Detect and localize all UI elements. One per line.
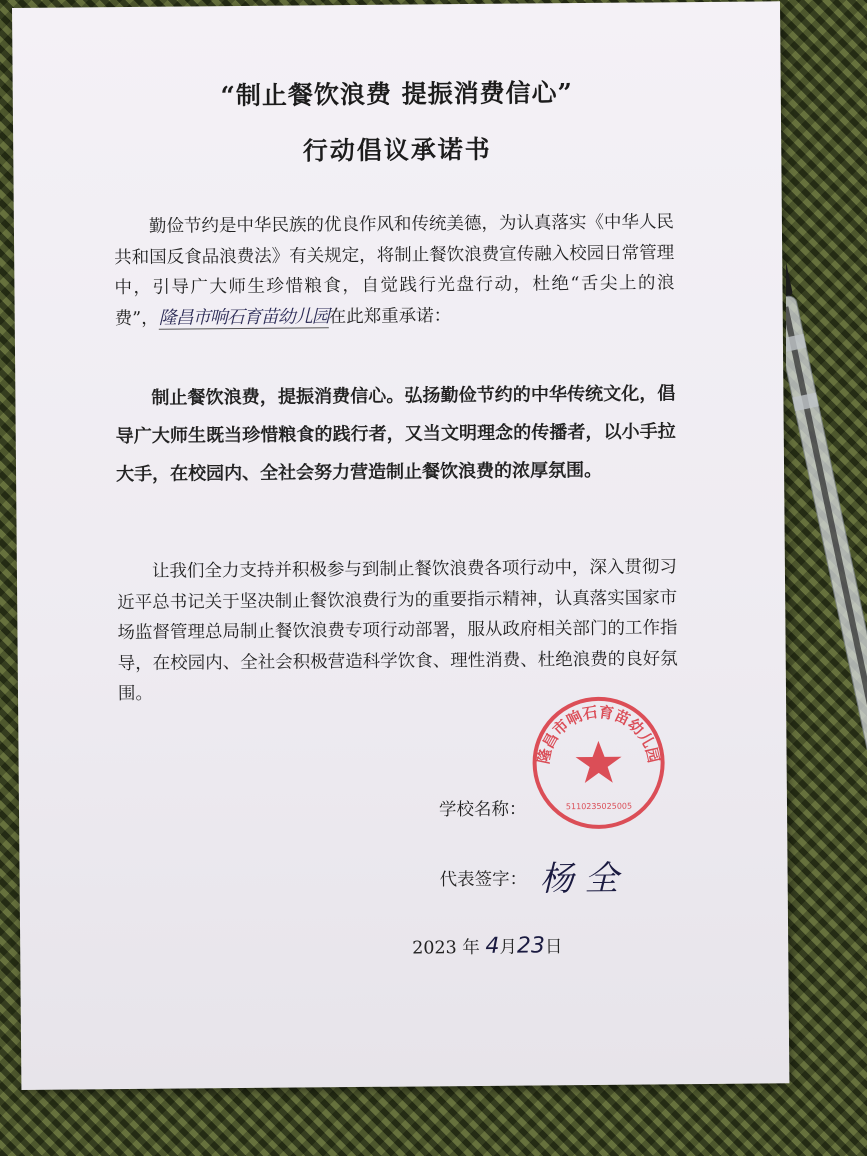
handwritten-school-name: 隆昌市响石育苗幼儿园 (158, 305, 329, 329)
paragraph-intro (114, 207, 675, 334)
document-paper (12, 1, 789, 1090)
intro-end: 在此郑重承诺： (328, 305, 452, 327)
paragraph-action: 让我们全力支持并积极参与到制止餐饮浪费各项行动中，深入贯彻习近平总书记关于坚决制止餐饮浪费行为的重要指示精神，认真落实国家市场监督管理总局制止餐饮浪费专项行动部署，服从政府相关部门的工作指导，在校园内、全社会积极营造科学饮食、理性消费、杜绝浪费的良好氛围。 (117, 557, 678, 705)
title-line-2: 行动倡议承诺书 (302, 134, 492, 166)
date-day: 23 (516, 933, 546, 959)
representative-signature: 杨 全 (539, 858, 619, 900)
official-seal (528, 692, 669, 833)
paragraph-commitment: 制止餐饮浪费，提振消费信心。弘扬勤俭节约的中华传统文化，倡导广大师生既当珍惜粮食的践行者，又当文明理念的传播者，以小手拉大手，在校园内、全社会努力营造制止餐饮浪费的浓厚氛围。 (115, 383, 676, 486)
date-year: 2023 年 (412, 937, 480, 959)
representative-label: 代表签字： (439, 869, 528, 891)
date-month: 4 (485, 933, 500, 959)
signing-date (412, 933, 562, 959)
date-month-label: 月 (499, 937, 517, 958)
seal-code: 5110235025005 (565, 801, 633, 812)
title-line-1: “制止餐饮浪费 提振消费信心” (220, 78, 574, 111)
seal-star-icon (575, 741, 621, 783)
date-day-label: 日 (544, 937, 563, 958)
pen-icon (786, 212, 867, 812)
intro-text: 勤俭节约是中华民族的优良作风和传统美德，为认真落实《中华人民共和国反食品浪费法》有关规定，将制止餐饮浪费宣传融入校园日常管理中，引导广大师生珍惜粮食，自觉践行光盘行动，杜绝“舌尖上的浪费”， (114, 212, 675, 329)
seal-text: 隆昌市响石育苗幼儿园 (534, 702, 663, 766)
school-name-label: 学校名称： (438, 799, 527, 821)
